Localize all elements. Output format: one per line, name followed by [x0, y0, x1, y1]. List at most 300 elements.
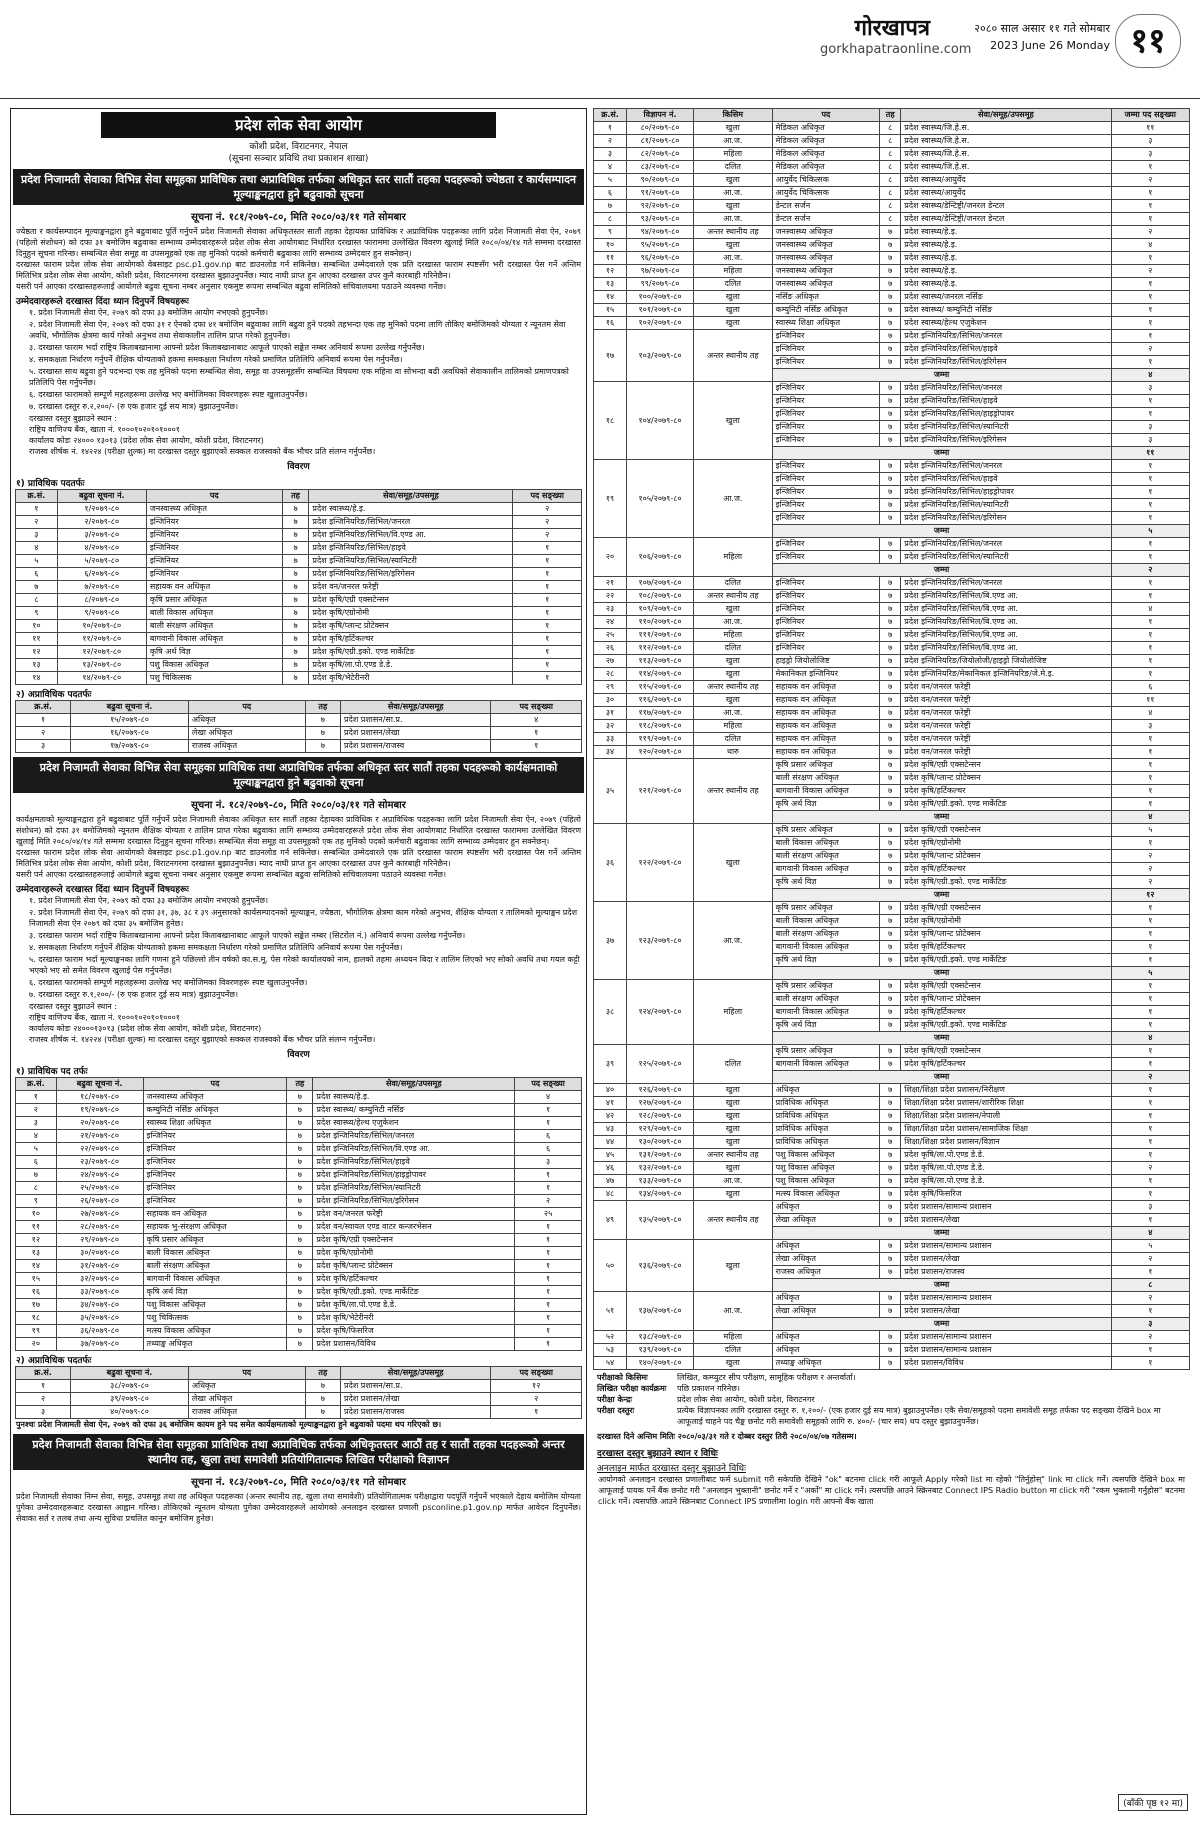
table-cell: राजस्व अधिकृत [188, 740, 305, 753]
table-cell: २९/२०७९-८० [56, 1234, 143, 1247]
table-cell: २९ [594, 681, 627, 694]
table-cell: प्रदेश कृषि/फिसरिज [313, 1325, 515, 1338]
table-row [16, 1406, 582, 1419]
table-row [594, 278, 1190, 291]
table-cell: १ [1111, 759, 1189, 772]
table-row [594, 655, 1190, 668]
table-cell: १ [515, 1221, 582, 1234]
table-cell: बागवानी विकास अधिकृत [772, 785, 880, 798]
table-cell: इन्जिनियर [143, 1130, 287, 1143]
exam-info-label: परीक्षाको किसिमः [597, 1373, 648, 1382]
table-cell: १/२०७९-८० [57, 503, 146, 516]
table-cell: सहायक वन अधिकृत [143, 1208, 287, 1221]
table-cell: ७ [305, 714, 340, 727]
table-cell: १०७/२०७९-८० [627, 577, 694, 590]
table-row [16, 555, 582, 568]
table-row [594, 382, 1190, 395]
table-row [594, 291, 1190, 304]
table-cell: १ [1111, 954, 1189, 967]
table-cell: ३ [515, 1156, 582, 1169]
table-cell: १ [515, 1299, 582, 1312]
table-cell: १२०/२०७९-८० [627, 746, 694, 759]
table-cell: ७ [16, 1169, 57, 1182]
column-header: तह [305, 1367, 340, 1380]
list-item: १. प्रदेश निजामती सेवा ऐन, २०७९ को दफा ३३ बमोजिम आयोग नभएको हुनुपर्नेछ। [29, 896, 269, 905]
table-cell: प्रदेश कृषि/एग्री.इको. एण्ड मार्केटिङ [901, 876, 1111, 889]
table-cell: अन्तर स्थानीय तह [694, 226, 773, 239]
table-cell: कृषि अर्थ विज्ञ [772, 1019, 880, 1032]
table-row [594, 1188, 1190, 1201]
table-cell: ३१/२०७९-८० [56, 1260, 143, 1273]
table-cell: ७ [287, 1117, 313, 1130]
table-cell: १ [1111, 317, 1189, 330]
table-cell: प्रदेश स्वास्थ्य/हेल्थ एजुकेशन [901, 317, 1111, 330]
table-cell: इन्जिनियर [143, 1195, 287, 1208]
table-cell: ३६ [594, 824, 627, 902]
table-cell: कृषि प्रसार अधिकृत [772, 902, 880, 915]
table-cell: प्रदेश इन्जिनियरिङ/सिभिल/वि.एण्ड आ. [309, 529, 513, 542]
table-cell: आ.ज. [694, 135, 773, 148]
column-header: पद सङ्ख्या [491, 701, 582, 714]
table-cell: १ [1111, 915, 1189, 928]
table-cell: डेन्टल सर्जन [772, 200, 880, 213]
table-row [16, 714, 582, 727]
table-cell: ७ [282, 568, 309, 581]
table-cell: पशु विकास अधिकृत [772, 1175, 880, 1188]
column-header: पद [143, 1078, 287, 1091]
table-row [594, 304, 1190, 317]
table-cell: प्रदेश इन्जिनियरिङ/सिभिल/जनरल [901, 460, 1111, 473]
table-cell: प्रदेश कृषि/प्लान्ट प्रोटेक्सन [309, 620, 513, 633]
table-cell: ११०/२०७९-८० [627, 616, 694, 629]
table-cell: प्रदेश कृषि/प्लान्ट प्रोटेक्सन [901, 928, 1111, 941]
table-cell: आ.ज. [694, 1292, 773, 1331]
table-cell: ९१/२०७९-८० [627, 187, 694, 200]
table-cell: १ [1111, 408, 1189, 421]
table-cell: १ [513, 646, 582, 659]
table-cell: १७/२०७९-८० [71, 740, 189, 753]
table-cell: ५ [1111, 824, 1189, 837]
table-cell: शिक्षा/शिक्षा प्रदेश प्रशासन/नेपाली [901, 1110, 1111, 1123]
table-cell: आयुर्वेद चिकित्सक [772, 174, 880, 187]
table-cell: १ [1111, 746, 1189, 759]
table-cell: ७ [880, 837, 901, 850]
table-cell: शिक्षा/शिक्षा प्रदेश प्रशासन/विज्ञान [901, 1136, 1111, 1149]
table-cell: ३० [594, 694, 627, 707]
table-cell: ७ [287, 1221, 313, 1234]
table-cell: प्रदेश कृषि/एग्री.इको. एण्ड मार्केटिङ [313, 1286, 515, 1299]
table-cell: ७ [880, 655, 901, 668]
table-cell: प्रदेश वन/जनरल फरेष्ट्री [309, 581, 513, 594]
table-cell: ७ [880, 1253, 901, 1266]
notice3-heading: प्रदेश निजामती सेवाका विभिन्न सेवा समूहका प्राविधिक तथा अप्राविधिक तर्फका अधिकृतस्तर आठौं तह र सातौं तहका पदहरूको अन्तर स्थानीय तह, खुला तथा समावेशी प्रतियोगितात्मक लिखित परीक्षाको विज्ञापन [13, 1434, 584, 1470]
table-cell: प्रदेश इन्जिनियरिङ/सिभिल/स्यानिटरी [901, 421, 1111, 434]
table-cell: प्रदेश इन्जिनियरिङ/सिभिल/इरिगेसन [901, 356, 1111, 369]
table-cell: ७ [880, 356, 901, 369]
table-cell: ४ [515, 1091, 582, 1104]
payment-heading: दरखास्त दस्तुर बुझाउने स्थान र विधिः [597, 1449, 718, 1459]
table-row [594, 1149, 1190, 1162]
table-row [16, 516, 582, 529]
table-cell: इन्जिनियर [146, 542, 282, 555]
column-header: क्र.सं. [16, 1367, 71, 1380]
table-cell: १ [513, 555, 582, 568]
table-cell: ३४ [594, 746, 627, 759]
table-row [594, 1201, 1190, 1214]
table-row [16, 1273, 582, 1286]
table-cell: ७ [880, 239, 901, 252]
table-cell: प्रदेश कृषि/एग्री एक्सटेन्सन [901, 980, 1111, 993]
table-cell: बागवानी विकास अधिकृत [772, 1058, 880, 1071]
table-cell: बाली विकास अधिकृत [146, 607, 282, 620]
table-cell: १५ [594, 304, 627, 317]
table-cell: १२४/२०७९-८० [627, 980, 694, 1045]
table-cell: ६/२०७९-८० [57, 568, 146, 581]
table-cell: बाली संरक्षण अधिकृत [772, 772, 880, 785]
table-cell: ७ [287, 1299, 313, 1312]
column-header: जम्मा पद सङ्ख्या [1111, 109, 1189, 122]
table-cell: १३ [16, 659, 58, 672]
table-cell: १ [1111, 616, 1189, 629]
table-cell: ८ [880, 122, 901, 135]
table-cell: प्रदेश कृषि/प्लान्ट प्रोटेक्सन [901, 772, 1111, 785]
notice2-para3: यसरी पर्न आएका दरखास्तहरूलाई आयोगले बढुवा सूचना नम्बर अनुसार एकमुष्ट रूपमा सम्बन्धित बढुवा समितिको सचिवालयमा पठाउने व्यवस्था गर्नेछ। [16, 870, 447, 879]
notice1-tech-table [15, 489, 582, 685]
table-row [594, 239, 1190, 252]
table-row [594, 1292, 1190, 1305]
table-header-row [16, 1078, 582, 1091]
exam-info-line [597, 1394, 1186, 1405]
application-deadline: दरखास्त दिने अन्तिम मितिः २०८०/०३/३१ गते र दोब्बर दस्तुर तिरी २०८०/०४/०७ गतेसम्म। [597, 1432, 857, 1441]
table-cell: ४४ [594, 1136, 627, 1149]
table-cell: ७ [880, 538, 901, 551]
table-cell: मत्स्य विकास अधिकृत [772, 1188, 880, 1201]
table-cell: बागवानी विकास अधिकृत [772, 941, 880, 954]
exam-info-value: पछि प्रकाशन गरिनेछ। [677, 1384, 740, 1393]
table-row [16, 1312, 582, 1325]
date-english: 2023 June 26 Monday [990, 39, 1110, 52]
table-cell: सहायक वन अधिकृत [772, 720, 880, 733]
table-cell: १०२/२०७९-८० [627, 317, 694, 330]
table-cell: ७ [282, 672, 309, 685]
column-header: तह [305, 701, 340, 714]
table-cell: ९४/२०७९-८० [627, 226, 694, 239]
table-cell: ७ [880, 1305, 901, 1318]
notice2-tech-table [15, 1077, 582, 1351]
table-cell: १२२/२०७९-८० [627, 824, 694, 902]
table-cell: इन्जिनियर [772, 512, 880, 525]
table-cell: १२ [16, 1234, 57, 1247]
table-cell: १ [1111, 980, 1189, 993]
table-row [594, 746, 1190, 759]
table-cell: ८३/२०७९-८० [627, 161, 694, 174]
table-row [594, 252, 1190, 265]
table-cell: स्वास्थ्य शिक्षा अधिकृत [143, 1117, 287, 1130]
table-cell: १२९/२०७९-८० [627, 1123, 694, 1136]
table-row [594, 681, 1190, 694]
table-cell: १ [1111, 512, 1189, 525]
table-cell: लेखा अधिकृत [772, 1305, 880, 1318]
table-cell: प्राविधिक अधिकृत [772, 1123, 880, 1136]
table-cell: प्रदेश इन्जिनियरिङ/सिभिल/जनरल [901, 382, 1111, 395]
notice2-tech-label: १) प्राविधिक पद तर्फः [16, 1067, 88, 1077]
notice1-tech-label: १) प्राविधिक पदतर्फः [16, 479, 85, 489]
table-cell: ७ [880, 603, 901, 616]
table-cell: १० [594, 239, 627, 252]
table-cell: १ [515, 1286, 582, 1299]
table-cell: १ [1111, 1175, 1189, 1188]
table-cell: ७ [282, 581, 309, 594]
notice1-number: सूचना नं. १८१/२०७९-८०, मिति २०८०/०३/११ गते सोमबार [191, 212, 406, 223]
table-cell: मेडिकल अधिकृत [772, 161, 880, 174]
table-cell: इन्जिनियर [772, 330, 880, 343]
table-cell: इन्जिनियर [772, 421, 880, 434]
column-header: सेवा/समूह/उपसमूह [341, 701, 491, 714]
table-cell: २ [1111, 1331, 1189, 1344]
table-cell: १ [1111, 291, 1189, 304]
column-header: विज्ञापन नं. [627, 109, 694, 122]
table-cell: बाली संरक्षण अधिकृत [146, 620, 282, 633]
table-cell: प्रदेश वन/जनरल फरेष्ट्री [901, 707, 1111, 720]
table-cell: जनस्वास्थ्य अधिकृत [772, 226, 880, 239]
table-cell: प्रदेश प्रशासन/सामान्य प्रशासन [901, 1201, 1111, 1214]
table-row [594, 1123, 1190, 1136]
table-row [16, 1208, 582, 1221]
table-cell: ७ [287, 1091, 313, 1104]
table-cell: ७ [880, 850, 901, 863]
table-row [16, 659, 582, 672]
table-cell: ७ [880, 980, 901, 993]
table-cell: ७ [282, 646, 309, 659]
table-cell: १४ [16, 672, 58, 685]
table-cell: ७ [880, 330, 901, 343]
table-cell: ३०/२०७९-८० [56, 1247, 143, 1260]
table-cell: प्रदेश इन्जिनियरिङ/सिभिल/जनरल [901, 330, 1111, 343]
table-cell: ७ [880, 1136, 901, 1149]
column-header: सेवा/समूह/उपसमूह [313, 1078, 515, 1091]
table-cell: ७ [287, 1130, 313, 1143]
table-cell: १६ [594, 317, 627, 330]
table-cell: ७ [880, 434, 901, 447]
table-cell: प्रदेश स्वास्थ्य/आयुर्वेद [901, 187, 1111, 200]
table-row [594, 1136, 1190, 1149]
table-cell: इन्जिनियर [772, 629, 880, 642]
table-cell: ७ [287, 1234, 313, 1247]
table-cell: ५ [16, 555, 58, 568]
table-cell: दलित [694, 577, 773, 590]
fee-line: राष्ट्रिय वाणिज्य बैंक, खाता नं. १०००१०२०१०१०००१ [29, 1013, 180, 1022]
table-cell: ४१ [594, 1097, 627, 1110]
table-cell: ३१ [594, 707, 627, 720]
table-cell: ७ [880, 304, 901, 317]
table-cell: १ [1111, 538, 1189, 551]
table-row [594, 629, 1190, 642]
table-cell: प्रदेश प्रशासन/लेखा [341, 727, 491, 740]
table-cell: प्रदेश कृषि/भेटेरीनरी [313, 1312, 515, 1325]
list-item: २. प्रदेश निजामती सेवा ऐन, २०७९ को दफा ३१ र ऐनको दफा ४१ बमोजिम बढुवाका लागि बढुवा हुने पदको तहभन्दा एक तह मुनिको पदमा लागि तोकिए बमोजिमको योग्यता र न्यूनतम सेवा अवधि, भौगोलिक क्षेत्रमा कार्य गरेको अनुभव तथा सेवाकालीन तालिम प्राप्त गरेको हुनुपर्नेछ। [29, 320, 566, 340]
table-cell: १० [16, 1208, 57, 1221]
table-row [16, 1299, 582, 1312]
table-cell: १५/२०७९-८० [71, 714, 189, 727]
table-cell: ७ [305, 1406, 340, 1419]
table-cell: ५४ [594, 1357, 627, 1370]
table-cell: २ [1111, 863, 1189, 876]
column-header: पद [772, 109, 880, 122]
fee-line: राजस्व शीर्षक नं. १४२२४ (परीक्षा शुल्क) मा दरखास्त दस्तुर बुझाएको सक्कल राजस्वको बैंक भौचर प्रति संलग्न गर्नुपर्नेछ। [29, 1035, 376, 1044]
table-cell: ७ [282, 620, 309, 633]
table-cell: ३९ [594, 1045, 627, 1084]
notice1-items [11, 307, 586, 412]
table-cell: ७ [880, 824, 901, 837]
column-header: सेवा/समूह/उपसमूह [309, 490, 513, 503]
table-cell: प्रदेश प्रशासन/विविध [901, 1357, 1111, 1370]
table-cell: १३९/२०७९-८० [627, 1344, 694, 1357]
table-cell: अन्तर स्थानीय तह [694, 1201, 773, 1240]
table-cell: २ [1111, 174, 1189, 187]
total-label: जम्मा [772, 889, 1111, 902]
table-cell: प्रदेश प्रशासन/राजस्व [341, 740, 491, 753]
table-cell: ११ [1111, 694, 1189, 707]
table-cell: ३ [1111, 382, 1189, 395]
table-cell: २ [16, 1104, 57, 1117]
column-header: बढुवा सूचना नं. [71, 1367, 189, 1380]
table-cell: प्रदेश इन्जिनियरिङ/सिभिल/जनरल [901, 577, 1111, 590]
table-cell: मेडिकल अधिकृत [772, 122, 880, 135]
notice2-intro: कार्यक्षमताको मूल्याङ्कनद्वारा हुने बढुवाबाट पूर्ति गर्नुपर्ने प्रदेश निजामती सेवाका अधिकृत स्तर सातौं तहका देहायका प्राविधिक र अप्राविधिक पदहरूका लागि प्रदेश निजामती सेवा ऐन, २०७९ (पहिलो संशोधन) को दफा ३१ बमोजिमको न्यूनतम शैक्षिक योग्यता र तालिम प्राप्त गरेका बढुवाका लागि सम्भाव्य उम्मेदवारहरूले प्रदेश लोक सेवा आयोगबाट निर्धारित दरखास्त फाराममा उल्लेखित विवरण खुलाई मिति २०८०/०४/१४ गते सम्ममा दरखास्त दिनुहुन सूचना गरिन्छ। सम्बन्धित सेवा समूह वा उपसमूहको एक तह मुनिको पदको कर्मचारी बढुवाका लागि सम्भाव्य उम्मेदवार हुन सक्नेछन्। [16, 815, 581, 846]
table-cell: सहायक वन अधिकृत [772, 681, 880, 694]
masthead [0, 0, 1200, 99]
table-cell: १ [16, 1091, 57, 1104]
table-cell: १ [515, 1234, 582, 1247]
table-cell: प्रदेश स्वास्थ्य/डेन्टिष्ट्री/जनरल डेन्टल [901, 213, 1111, 226]
table-cell: बाली विकास अधिकृत [772, 837, 880, 850]
column-header: क्र.सं. [16, 490, 58, 503]
total-value: २ [1111, 564, 1189, 577]
table-cell: ७ [305, 727, 340, 740]
total-value: ८ [1111, 1279, 1189, 1292]
table-cell: ६ [515, 1130, 582, 1143]
table-cell: २५/२०७९-८० [56, 1182, 143, 1195]
list-item: ४. समकक्षता निर्धारण गर्नुपर्ने शैक्षिक योग्यताको हकमा समकक्षता निर्धारण गरेको प्रमाणित प्रतिलिपि अनिवार्य रूपमा पेस गर्नुपर्नेछ। [29, 355, 403, 364]
table-cell: ७ [880, 1188, 901, 1201]
table-cell: १ [513, 607, 582, 620]
table-cell: ५३ [594, 1344, 627, 1357]
table-cell: लेखा अधिकृत [772, 1253, 880, 1266]
table-cell: ७ [880, 772, 901, 785]
table-cell: खुला [694, 1188, 773, 1201]
table-cell: खुला [694, 1240, 773, 1292]
table-cell: २ [1111, 876, 1189, 889]
table-cell: ७ [880, 512, 901, 525]
table-cell: १ [1111, 460, 1189, 473]
table-cell: १ [513, 542, 582, 555]
table-cell: आ.ज. [694, 213, 773, 226]
table-cell: सहायक वन अधिकृत [772, 694, 880, 707]
table-cell: बागवानी विकास अधिकृत [772, 863, 880, 876]
table-cell: ७ [880, 486, 901, 499]
table-cell: आ.ज. [694, 460, 773, 538]
table-cell: १०८/२०७९-८० [627, 590, 694, 603]
table-cell: २ [594, 135, 627, 148]
date-nepali: २०८० साल असार ११ गते सोमबार [974, 22, 1110, 35]
table-row [594, 668, 1190, 681]
table-header-row [594, 109, 1190, 122]
table-cell: जनस्वास्थ्य अधिकृत [146, 503, 282, 516]
table-cell: कम्युनिटी नर्सिङ अधिकृत [772, 304, 880, 317]
table-cell: १०१/२०७९-८० [627, 304, 694, 317]
notice1-heading: प्रदेश निजामती सेवाका विभिन्न सेवा समूहका प्राविधिक तथा अप्राविधिक तर्फका अधिकृत स्तर सातौं तहका पदहरूको ज्येष्ठता र कार्यसम्पादन मूल्याङ्कनद्वारा हुने बढुवाको सूचना [13, 169, 584, 205]
table-cell: ७ [305, 1393, 340, 1406]
table-cell: ७ [880, 1149, 901, 1162]
table-cell: इन्जिनियर [772, 356, 880, 369]
table-cell: प्रदेश इन्जिनियरिङ/सिभिल/हाइवे [309, 542, 513, 555]
table-cell: प्रदेश कृषि/हर्टिकल्चर [313, 1273, 515, 1286]
table-row [594, 538, 1190, 551]
table-row [16, 740, 582, 753]
table-cell: ७ [880, 317, 901, 330]
table-cell: महिला [694, 980, 773, 1045]
table-cell: इन्जिनियर [143, 1169, 287, 1182]
list-item: ६. दरखास्त फारामको सम्पूर्ण महलहरूमा उल्लेख भए बमोजिमका विवरणहरू स्पष्ट खुलाउनुपर्नेछ। [29, 978, 308, 987]
table-cell: ९/२०७९-८० [57, 607, 146, 620]
table-row [16, 1091, 582, 1104]
table-cell: प्रदेश स्वास्थ्य/हे.इ. [901, 278, 1111, 291]
table-cell: ७ [282, 633, 309, 646]
table-row [594, 317, 1190, 330]
total-label: जम्मा [772, 1227, 1111, 1240]
table-cell: ७ [282, 607, 309, 620]
list-item: १. प्रदेश निजामती सेवा ऐन, २०७९ को दफा ३३ बमोजिम आयोग नभएको हुनुपर्नेछ। [29, 308, 269, 317]
table-cell: १०३/२०७९-८० [627, 330, 694, 382]
table-cell: खुला [694, 382, 773, 460]
table-cell: प्रदेश इन्जिनियरिङ/सिभिल/इरिगेसन [901, 512, 1111, 525]
table-cell: प्रदेश कृषि/हर्टिकल्चर [901, 1058, 1111, 1071]
table-cell: राजस्व अधिकृत [772, 1266, 880, 1279]
table-cell: २० [16, 1338, 57, 1351]
table-cell: ७ [880, 226, 901, 239]
table-cell: १०६/२०७९-८० [627, 538, 694, 577]
table-cell: ११४/२०७९-८० [627, 668, 694, 681]
table-cell: ७ [880, 681, 901, 694]
total-value: ४ [1111, 811, 1189, 824]
table-cell: ७ [880, 343, 901, 356]
table-cell: इन्जिनियर [772, 642, 880, 655]
table-cell: प्रदेश कृषि/एग्रोनोमी [309, 607, 513, 620]
table-cell: जनस्वास्थ्य अधिकृत [772, 278, 880, 291]
table-cell: ८ [16, 1182, 57, 1195]
table-cell: १३१/२०७९-८० [627, 1149, 694, 1162]
table-cell: २ [16, 1393, 71, 1406]
table-cell: पशु चिकित्सक [146, 672, 282, 685]
table-cell: ९३/२०७९-८० [627, 213, 694, 226]
website-link[interactable]: gorkhapatraonline.com [820, 42, 972, 57]
table-cell: १० [16, 620, 58, 633]
table-cell: प्रदेश प्रशासन/लेखा [901, 1305, 1111, 1318]
table-cell: ३४/२०७९-८० [56, 1299, 143, 1312]
left-notice-column [10, 108, 587, 1815]
table-cell: १ [1111, 577, 1189, 590]
table-row [16, 1156, 582, 1169]
table-cell: ८ [880, 187, 901, 200]
table-cell: १२१/२०७९-८० [627, 759, 694, 824]
table-row [594, 174, 1190, 187]
table-cell: ७ [880, 863, 901, 876]
table-row [594, 1175, 1190, 1188]
table-cell: प्रदेश इन्जिनियरिङ/सिभिल/हाइवे [901, 395, 1111, 408]
table-cell: बाली संरक्षण अधिकृत [772, 993, 880, 1006]
table-cell: ११३/२०७९-८० [627, 655, 694, 668]
table-cell: प्रदेश इन्जिनियरिङ/सिभिल/इरिगेसन [309, 568, 513, 581]
